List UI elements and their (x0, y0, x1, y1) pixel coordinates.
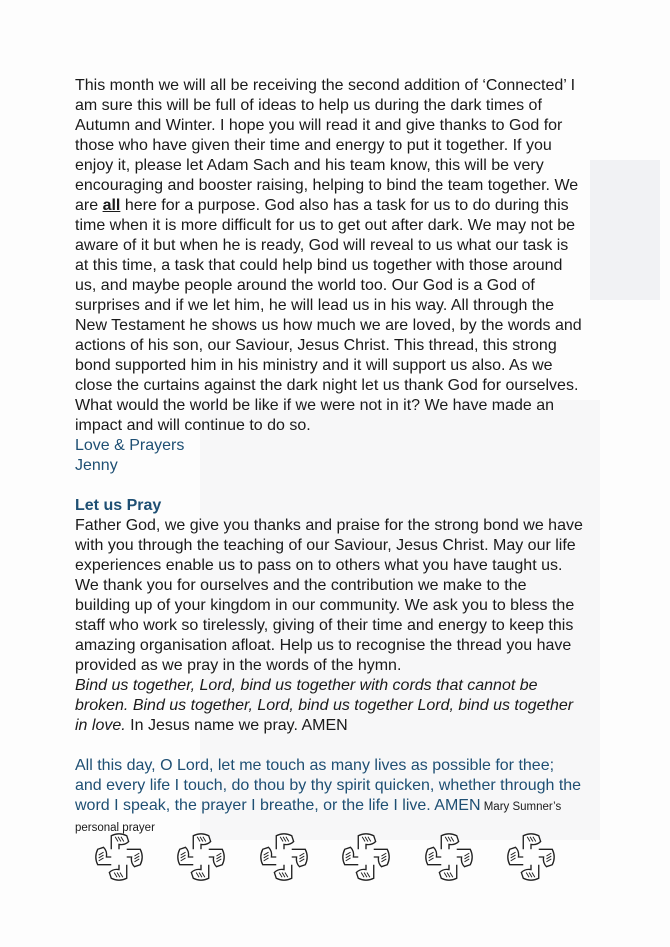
letter-text: here for a purpose. God also has a task for us to do during this time when it is more difficult for us to get out after dark. We may not be aware of it but when he is ready, God will reveal to us what our task is at this time, a task that could help bind us together with those around us, and maybe people around the world too. Our God is a God of surprises and if we let him, he will lead us in his way. All through the New Testament he shows us how much we are loved, by the words and actions of his son, our Saviour, Jesus Christ. This thread, this strong bond supported him in his ministry and it will support us also. As we close the curtains against the dark night let us thank God for ourselves. What would the world be like if we were not in it? We have made an impact and will continue to do so. (75, 197, 582, 434)
joined-hands-icon (255, 828, 313, 886)
joined-hands-icon (420, 828, 478, 886)
mary-sumner-prayer (75, 756, 585, 838)
signature: Jenny (75, 457, 118, 474)
mary-sumner-attribution: Mary Sumner’s personal prayer (75, 801, 562, 834)
joined-hands-icon (90, 828, 148, 886)
prayer-hymn (75, 676, 585, 736)
prayer-body: Father God, we give you thanks and praise for the strong bond we have with you through the teaching of our Saviour, Jesus Christ. May our life experiences enable us to pass on to others what you have taught us. We thank you for ourselves and the contribution we make to the building up of your kingdom in our community. We ask you to bless the staff who work so tirelessly, giving of their time and energy to keep this amazing organisation afloat. Help us to recognise the thread you have provided as we pray in the words of the hymn. (75, 517, 583, 674)
letter-body (75, 76, 585, 436)
bleed-through-area (590, 160, 660, 300)
signoff: Love & Prayers (75, 437, 185, 454)
prayer-closing: In Jesus name we pray. AMEN (125, 717, 348, 734)
emphasis-all: all (102, 197, 121, 214)
joined-hands-icon (502, 828, 560, 886)
joined-hands-icon (172, 828, 230, 886)
document-content (75, 76, 585, 838)
mary-sumner-text: All this day, O Lord, let me touch as many lives as possible for thee; and every life I touch, do thou by thy spirit quicken, whether through the word I speak, the prayer I breathe, or the life I live. AMEN (75, 757, 582, 814)
prayer-heading: Let us Pray (75, 497, 162, 514)
letter-text: This month we will all be receiving the second addition of ‘Connected’ I am sure this will be full of ideas to help us during the dark times of Autumn and Winter. I hope you will read it and give thanks to God for those who have given their time and energy to put it together. If you enjoy it, please let Adam Sach and his team know, this will be very encouraging and booster raising, helping to bind the team together. We are (75, 77, 579, 214)
joined-hands-icon (337, 828, 395, 886)
joined-hands-row (90, 828, 560, 886)
hymn-text: Bind us together, Lord, bind us together with cords that cannot be broken. Bind us together, Lord, bind us together Lord, bind us together in love. (75, 677, 574, 734)
